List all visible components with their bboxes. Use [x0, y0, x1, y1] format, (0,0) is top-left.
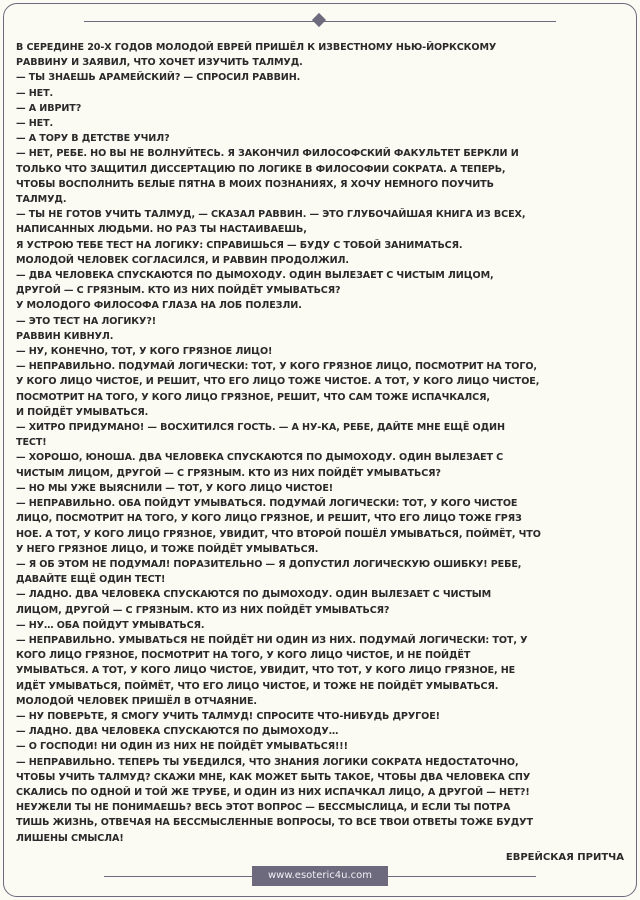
signature: ЕВРЕЙСКАЯ ПРИТЧА — [505, 852, 624, 863]
text-line: — НЕТ, РЕБЕ. НО ВЫ НЕ ВОЛНУЙТЕСЬ. Я ЗАКОНЧИЛ ФИЛОСОФСКИЙ ФАКУЛЬТЕТ БЕРКЛИ И — [16, 148, 519, 160]
text-line: — Я ОБ ЭТОМ НЕ ПОДУМАЛ! ПОРАЗИТЕЛЬНО — Я ДОПУСТИЛ ЛОГИЧЕСКУЮ ОШИБКУ! РЕБЕ, — [16, 558, 522, 570]
text-line: ДАВАЙТЕ ЕЩЁ ОДИН ТЕСТ! — [16, 574, 166, 586]
text-line: — НЕПРАВИЛЬНО. ОБА ПОЙДУТ УМЫВАТЬСЯ. ПОДУМАЙ ЛОГИЧЕСКИ: ТОТ, У КОГО ЧИСТОЕ — [16, 498, 518, 510]
text-line: ТОЛЬКО ЧТО ЗАЩИТИЛ ДИССЕРТАЦИЮ ПО ЛОГИКЕ В ФИЛОСОФИИ СОКРАТА. А ТЕПЕРЬ, — [16, 163, 506, 175]
text-line: КОГО ЛИЦО ГРЯЗНОЕ, ПОСМОТРИТ НА ТОГО, У КОГО ЛИЦО ЧИСТОЕ, И НЕ ПОЙДЁТ — [16, 650, 471, 662]
text-line: — ЛАДНО. ДВА ЧЕЛОВЕКА СПУСКАЮТСЯ ПО ДЫМОХОДУ. ОДИН ВЫЛЕЗАЕТ С ЧИСТЫМ — [16, 589, 492, 601]
website-link[interactable]: www.esoteric4u.com — [252, 866, 388, 886]
text-line: МОЛОДОЙ ЧЕЛОВЕК ПРИШЁЛ В ОТЧАЯНИЕ. — [16, 695, 257, 707]
text-line: — НУ, КОНЕЧНО, ТОТ, У КОГО ГРЯЗНОЕ ЛИЦО! — [16, 346, 273, 358]
text-line: — НУ ПОВЕРЬТЕ, Я СМОГУ УЧИТЬ ТАЛМУД! СПРОСИТЕ ЧТО-НИБУДЬ ДРУГОЕ! — [16, 710, 440, 722]
text-line: — ТЫ НЕ ГОТОВ УЧИТЬ ТАЛМУД, — СКАЗАЛ РАВВИН. — ЭТО ГЛУБОЧАЙШАЯ КНИГА ИЗ ВСЕХ, — [16, 209, 526, 221]
text-line: — А ИВРИТ? — [16, 102, 82, 114]
text-line: ТАЛМУД. — [16, 194, 67, 206]
text-line: ЛИШЕНЫ СМЫСЛА! — [16, 832, 124, 844]
text-line: СКАЛИСЬ ПО ОДНОЙ И ТОЙ ЖЕ ТРУБЕ, И ОДИН ИЗ НИХ ИСПАЧКАЛ ЛИЦО, А ДРУГОЙ — НЕТ?! — [16, 786, 530, 798]
text-line: — ЛАДНО. ДВА ЧЕЛОВЕКА СПУСКАЮТСЯ ПО ДЫМОХОДУ… — [16, 726, 339, 738]
text-line: ЧТОБЫ УЧИТЬ ТАЛМУД? СКАЖИ МНЕ, КАК МОЖЕТ БЫТЬ ТАКОЕ, ЧТОБЫ ДВА ЧЕЛОВЕКА СПУ — [16, 771, 531, 783]
text-line: — НЕТ. — [16, 118, 54, 130]
text-line: — О ГОСПОДИ! НИ ОДИН ИЗ НИХ НЕ ПОЙДЁТ УМЫВАТЬСЯ!!! — [16, 741, 348, 753]
text-line: — НЕПРАВИЛЬНО. УМЫВАТЬСЯ НЕ ПОЙДЁТ НИ ОДИН ИЗ НИХ. ПОДУМАЙ ЛОГИЧЕСКИ: ТОТ, У — [16, 634, 528, 646]
text-line: — НЕПРАВИЛЬНО. ПОДУМАЙ ЛОГИЧЕСКИ: ТОТ, У КОГО ГРЯЗНОЕ ЛИЦО, ПОСМОТРИТ НА ТОГО, — [16, 361, 537, 373]
text-line: — НУ… ОБА ПОЙДУТ УМЫВАТЬСЯ. — [16, 619, 205, 631]
text-line: ИДЁТ УМЫВАТЬСЯ, ПОЙМЁТ, ЧТО ЕГО ЛИЦО ЧИСТОЕ, И ТОЖЕ НЕ ПОЙДЁТ УМЫВАТЬСЯ. — [16, 680, 499, 692]
text-line: МОЛОДОЙ ЧЕЛОВЕК СОГЛАСИЛСЯ, И РАВВИН ПРОДОЛЖИЛ. — [16, 254, 349, 266]
story-text — [16, 40, 628, 846]
text-line: ЛИЦОМ, ДРУГОЙ — С ГРЯЗНЫМ. КТО ИЗ НИХ ПОЙДЁТ УМЫВАТЬСЯ? — [16, 604, 390, 616]
text-line: УМЫВАТЬСЯ. А ТОТ, У КОГО ЛИЦО ЧИСТОЕ, УВИДИТ, ЧТО ТОТ, У КОГО ЛИЦО ГРЯЗНОЕ, НЕ — [16, 665, 516, 677]
text-line: Я УСТРОЮ ТЕБЕ ТЕСТ НА ЛОГИКУ: СПРАВИШЬСЯ — БУДУ С ТОБОЙ ЗАНИМАТЬСЯ. — [16, 239, 463, 251]
text-line: — НЕПРАВИЛЬНО. ТЕПЕРЬ ТЫ УБЕДИЛСЯ, ЧТО ЗНАНИЯ ЛОГИКИ СОКРАТА НЕДОСТАТОЧНО, — [16, 756, 519, 768]
text-line: НОЕ. А ТОТ, У КОГО ЛИЦО ГРЯЗНОЕ, УВИДИТ, ЧТО ВТОРОЙ ПОШЁЛ УМЫВАТЬСЯ, ПОЙМЁТ, ЧТО — [16, 528, 541, 540]
text-line: РАВВИН КИВНУЛ. — [16, 330, 114, 342]
text-line: — ТЫ ЗНАЕШЬ АРАМЕЙСКИЙ? — СПРОСИЛ РАВВИН. — [16, 72, 301, 84]
text-line: — ХИТРО ПРИДУМАНО! — ВОСХИТИЛСЯ ГОСТЬ. — А НУ-КА, РЕБЕ, ДАЙТЕ МНЕ ЕЩЁ ОДИН — [16, 422, 505, 434]
text-line: ТЕСТ! — [16, 437, 47, 449]
text-line: У КОГО ЛИЦО ЧИСТОЕ, И РЕШИТ, ЧТО ЕГО ЛИЦО ТОЖЕ ЧИСТОЕ. А ТОТ, У КОГО ЛИЦО ЧИСТОЕ, — [16, 376, 540, 388]
text-line: ДРУГОЙ — С ГРЯЗНЫМ. КТО ИЗ НИХ ПОЙДЁТ УМЫВАТЬСЯ? — [16, 285, 341, 297]
text-line: ЧТОБЫ ВОСПОЛНИТЬ БЕЛЫЕ ПЯТНА В МОИХ ПОЗНАНИЯХ, Я ХОЧУ НЕМНОГО ПОУЧИТЬ — [16, 178, 494, 190]
text-line: — А ТОРУ В ДЕТСТВЕ УЧИЛ? — [16, 133, 170, 145]
text-line: В СЕРЕДИНЕ 20-Х ГОДОВ МОЛОДОЙ ЕВРЕЙ ПРИШЁЛ К ИЗВЕСТНОМУ НЬЮ-ЙОРКСКОМУ — [16, 42, 497, 53]
text-line: РАВВИНУ И ЗАЯВИЛ, ЧТО ХОЧЕТ ИЗУЧИТЬ ТАЛМУД. — [16, 57, 303, 69]
text-line: ЧИСТЫМ ЛИЦОМ, ДРУГОЙ — С ГРЯЗНЫМ. КТО ИЗ НИХ ПОЙДЁТ УМЫВАТЬСЯ? — [16, 467, 441, 479]
text-line: И ПОЙДЁТ УМЫВАТЬСЯ. — [16, 406, 149, 418]
text-line: У НЕГО ГРЯЗНОЕ ЛИЦО, И ТОЖЕ ПОЙДЁТ УМЫВАТЬСЯ. — [16, 543, 319, 555]
text-line: НАПИСАННЫХ ЛЮДЬМИ. НО РАЗ ТЫ НАСТАИВАЕШЬ, — [16, 224, 307, 236]
text-line: — ХОРОШО, ЮНОША. ДВА ЧЕЛОВЕКА СПУСКАЮТСЯ ПО ДЫМОХОДУ. ОДИН ВЫЛЕЗАЕТ С — [16, 452, 504, 464]
text-line: ТИШЬ ЖИЗНЬ, ОТВЕЧАЯ НА БЕССМЫСЛЕННЫЕ ВОПРОСЫ, ТО ВСЕ ТВОИ ОТВЕТЫ ТОЖЕ БУДУТ — [16, 817, 533, 829]
text-line: — НО МЫ УЖЕ ВЫЯСНИЛИ — ТОТ, У КОГО ЛИЦО ЧИСТОЕ! — [16, 482, 334, 494]
text-line: — ЭТО ТЕСТ НА ЛОГИКУ?! — [16, 315, 157, 327]
text-line: — НЕТ. — [16, 87, 54, 99]
text-line: — ДВА ЧЕЛОВЕКА СПУСКАЮТСЯ ПО ДЫМОХОДУ. ОДИН ВЫЛЕЗАЕТ С ЧИСТЫМ ЛИЦОМ, — [16, 270, 494, 282]
text-line: ЛИЦО, ПОСМОТРИТ НА ТОГО, У КОГО ЛИЦО ГРЯЗНОЕ, И РЕШИТ, ЧТО ЕГО ЛИЦО ТОЖЕ ГРЯЗ — [16, 513, 522, 525]
text-line: ПОСМОТРИТ НА ТОГО, У КОГО ЛИЦО ГРЯЗНОЕ, РЕШИТ, ЧТО САМ ТОЖЕ ИСПАЧКАЛСЯ, — [16, 391, 490, 403]
text-line: НЕУЖЕЛИ ТЫ НЕ ПОНИМАЕШЬ? ВЕСЬ ЭТОТ ВОПРОС — БЕССМЫСЛИЦА, И ЕСЛИ ТЫ ПОТРА — [16, 802, 511, 814]
text-line: У МОЛОДОГО ФИЛОСОФА ГЛАЗА НА ЛОБ ПОЛЕЗЛИ. — [16, 300, 302, 312]
